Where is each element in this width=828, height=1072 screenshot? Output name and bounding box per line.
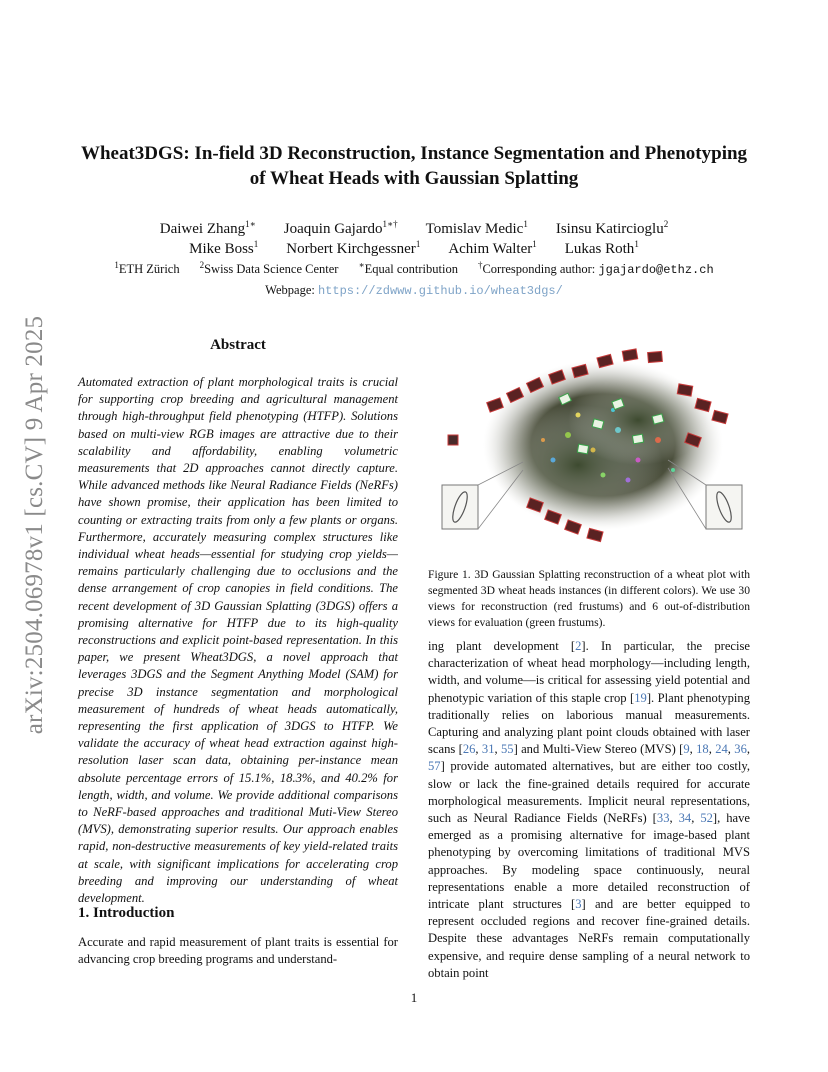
wheat-plot-reconstruction-illustration <box>428 340 750 552</box>
author-row-1 <box>80 219 748 239</box>
author-affiliation-mark: 2 <box>663 219 669 229</box>
author-name: Achim Walter$^1$ <box>448 239 537 257</box>
author-list <box>80 219 748 259</box>
webpage-line <box>80 283 748 298</box>
author-name: Norbert Kirchgessner$^1$ <box>286 239 421 257</box>
author-row-2 <box>80 239 748 259</box>
arxiv-stamp-text: arXiv:2504.06978v1 [cs.CV] 9 Apr 2025 <box>21 315 48 735</box>
figure-1-caption: Figure 1. 3D Gaussian Splatting reconstruction of a wheat plot with segmented 3D wheat heads instances (in different colors). We use 30 views for reconstruction (red frustums) and 6 out-of-distribution views for evaluation (green frustums). <box>428 568 750 629</box>
author-affiliation-mark: 1 <box>523 219 528 229</box>
citation-link[interactable]: 9 <box>683 742 690 757</box>
citation-link[interactable]: 52 <box>700 811 713 826</box>
figure-1-image <box>428 340 750 552</box>
author-affiliation-mark: 1 <box>253 239 259 249</box>
citation-link[interactable]: 36 <box>734 742 747 757</box>
arxiv-stamp <box>20 290 50 760</box>
author-affiliation-mark: 1 <box>532 239 537 249</box>
paper-title: Wheat3DGS: In-field 3D Reconstruction, Instance Segmentation and Phenotyping of Wheat Heads with Gaussian Splatting <box>80 143 748 189</box>
citation-link[interactable]: 31 <box>481 742 495 757</box>
affiliation-item: $^2$Swiss Data Science Center <box>199 259 339 276</box>
citation-link[interactable]: 55 <box>500 742 514 757</box>
citation-link[interactable]: 24 <box>715 742 728 757</box>
author-name: Daiwei Zhang$^{1∗}$ <box>159 219 256 237</box>
abstract-text: Automated extraction of plant morphological traits is crucial for supporting crop breeding and agricultural management through high-throughput field phenotyping (HTFP). Solutions based on multi-view RGB images are attractive due to their scalability and affordability, enabling volumetric measurements that 2D approaches cannot directly capture. While advanced methods like Neural Radiance Fields (NeRFs) have shown promise, their application has been limited to counting or extracting traits from only a few plants or organs. Furthermore, accurately measuring complex structures like individual wheat heads—essential for studying crop yields—remains particularly challenging due to occlusions and the dense arrangement of crop canopies in field conditions. The recent development of 3D Gaussian Splatting (3DGS) offers a promising alternative for HTFP due to its high-quality reconstructions and explicit point-based representation. In this paper, we present Wheat3DGS, a novel approach that leverages 3DGS and the Segment Anything Model (SAM) for precise 3D instance segmentation and morphological measurement of hundreds of wheat heads automatically, representing the first application of 3DGS to HTFP. We validate the accuracy of wheat head extraction against high-resolution laser scan data, obtaining per-instance mean absolute percentage errors of 15.1%, 18.3%, and 40.2% for length, width, and volume. We provide additional comparisons to NeRF-based approaches and traditional Muti-View Stereo (MVS), demonstrating superior results. Our approach enables rapid, non-destructive measurements of key yield-related traits at scale, with significant implications for accelerating crop breeding and improving our understanding of wheat development. <box>78 375 398 906</box>
affiliation-item: †Corresponding author: jgajardo@ethz.ch <box>477 259 714 277</box>
right-column-text: ing plant development [2]. In particular, the precise characterization of wheat head morphology—including length, width, and volume—is critical for assessing yield potential and phenotypic variation of this staple crop [19]. Plant phenotyping traditionally relies on laborious manual measurements. Capturing and analyzing plant point clouds obtained with laser scans [26, 31, 55] and Multi-View Stereo (MVS) [9, 18, 24, 36, 57] provide automated alternatives, but are either too costly, slow or lack the fine-grained details required for accurate morphological measurements. Implicit neural representations, such as Neural Radiance Fields (NeRFs) [33, 34, 52], have emerged as a promising alternative for image-based plant phenotyping by overcoming limitations of traditional MVS approaches. By modeling space continuously, neural representations enable a more detailed reconstruction of intricate plant structures [3] and are better equipped to represent occluded regions and recover fine-grained details. Despite these advantages NeRFs remain computationally expensive, and require dense sampling of a neural network to obtain point <box>428 639 751 980</box>
citation-link[interactable]: 19 <box>634 690 647 705</box>
introduction-text: Accurate and rapid measurement of plant traits is essential for advancing crop breeding programs and understand- <box>78 935 398 967</box>
affiliations <box>80 259 748 277</box>
citation-link[interactable]: 33 <box>656 811 670 826</box>
author-name: Mike Boss$^1$ <box>189 239 259 257</box>
author-name: Tomislav Medic$^1$ <box>425 219 528 237</box>
corresponding-email[interactable]: jgajardo@ethz.ch <box>598 263 714 277</box>
citation-link[interactable]: 57 <box>428 759 441 774</box>
author-name: Lukas Roth$^1$ <box>564 239 639 257</box>
author-name: Joaquin Gajardo$^{1∗\dagger}$ <box>283 219 398 237</box>
affiliation-item: $^1$ETH Zürich <box>114 259 180 276</box>
page-number: 1 <box>410 990 418 1005</box>
citation-link[interactable]: 34 <box>678 811 692 826</box>
author-name: Isinsu Katircioglu$^2$ <box>555 219 669 237</box>
webpage-label: Webpage: <box>265 283 318 297</box>
affiliation-item: ∗Equal contribution <box>358 259 458 276</box>
author-affiliation-mark: 1 <box>634 239 639 249</box>
citation-link[interactable]: 2 <box>575 639 582 653</box>
citation-link[interactable]: 26 <box>462 742 476 757</box>
author-affiliation-mark: 1 <box>415 239 421 249</box>
author-affiliation-mark: 1∗† <box>382 219 398 229</box>
author-affiliation-mark: 1∗ <box>245 219 256 229</box>
citation-link[interactable]: 3 <box>575 897 582 912</box>
abstract-heading: Abstract <box>210 337 266 353</box>
webpage-link[interactable]: https://zdwww.github.io/wheat3dgs/ <box>317 284 563 298</box>
section-heading-introduction: 1. Introduction <box>78 905 175 921</box>
citation-link[interactable]: 18 <box>696 742 709 757</box>
